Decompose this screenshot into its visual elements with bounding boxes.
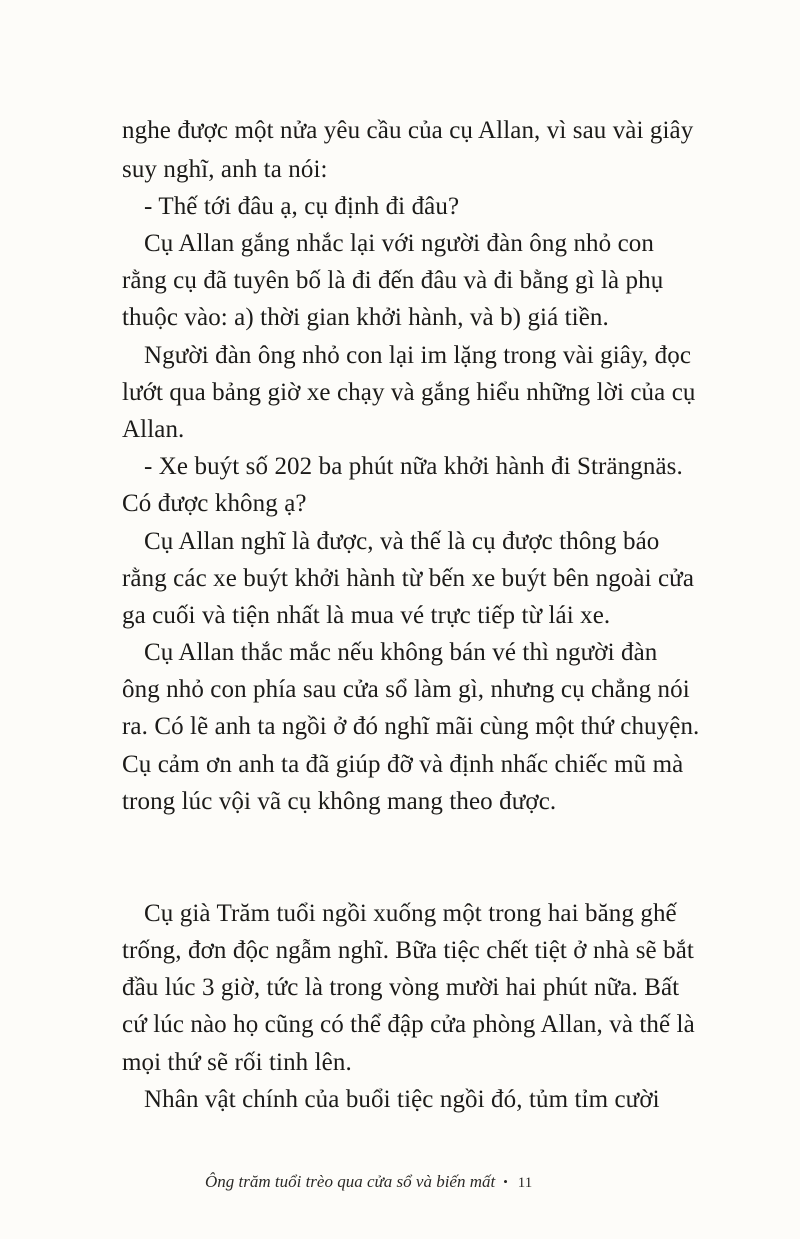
text-line: - Xe buýt số 202 ba phút nữa khởi hành đi Strängnäs. bbox=[144, 453, 683, 480]
text-line: Nhân vật chính của buổi tiệc ngồi đó, tủm tỉm cười bbox=[144, 1086, 660, 1113]
text-line: ông nhỏ con phía sau cửa sổ làm gì, nhưng cụ chẳng nói bbox=[122, 676, 690, 703]
text-line: ra. Có lẽ anh ta ngồi ở đó nghĩ mãi cùng một thứ chuyện. bbox=[122, 713, 700, 740]
text-line: Có được không ạ? bbox=[122, 490, 307, 517]
text-line: Cụ Allan nghĩ là được, và thế là cụ được thông báo bbox=[144, 528, 660, 555]
running-footer bbox=[205, 1172, 532, 1192]
text-line: Cụ cảm ơn anh ta đã giúp đỡ và định nhấc chiếc mũ mà bbox=[122, 751, 684, 778]
running-title: Ông trăm tuổi trèo qua cửa sổ và biến mất bbox=[205, 1172, 496, 1191]
text-line: trong lúc vội vã cụ không mang theo được. bbox=[122, 788, 557, 815]
text-line: rằng các xe buýt khởi hành từ bến xe buýt bên ngoài cửa bbox=[122, 565, 695, 592]
separator-mark: • bbox=[503, 1174, 508, 1189]
text-line: Cụ già Trăm tuổi ngồi xuống một trong hai băng ghế bbox=[144, 900, 677, 927]
text-line: - Thế tới đâu ạ, cụ định đi đâu? bbox=[144, 193, 460, 220]
page-number: 11 bbox=[517, 1175, 533, 1191]
text-line: nghe được một nửa yêu cầu của cụ Allan, vì sau vài giây bbox=[122, 117, 694, 144]
text-line: trống, đơn độc ngẫm nghĩ. Bữa tiệc chết tiệt ở nhà sẽ bắt bbox=[122, 937, 694, 964]
text-line: mọi thứ sẽ rối tinh lên. bbox=[122, 1049, 352, 1076]
text-line: Allan. bbox=[122, 416, 185, 443]
text-line: Cụ Allan thắc mắc nếu không bán vé thì người đàn bbox=[144, 639, 658, 666]
text-line: lướt qua bảng giờ xe chạy và gắng hiểu những lời của cụ bbox=[122, 379, 696, 406]
text-line: Cụ Allan gắng nhắc lại với người đàn ông nhỏ con bbox=[144, 230, 654, 257]
text-line: rằng cụ đã tuyên bố là đi đến đâu và đi bằng gì là phụ bbox=[122, 267, 664, 294]
text-line: cứ lúc nào họ cũng có thể đập cửa phòng Allan, và thế là bbox=[122, 1011, 695, 1038]
text-line: thuộc vào: a) thời gian khởi hành, và b) giá tiền. bbox=[122, 304, 609, 331]
text-line: ga cuối và tiện nhất là mua vé trực tiếp từ lái xe. bbox=[122, 602, 611, 629]
text-line: Người đàn ông nhỏ con lại im lặng trong vài giây, đọc bbox=[144, 342, 692, 369]
text-line: đầu lúc 3 giờ, tức là trong vòng mười hai phút nữa. Bất bbox=[122, 974, 680, 1001]
text-line: suy nghĩ, anh ta nói: bbox=[122, 156, 328, 183]
